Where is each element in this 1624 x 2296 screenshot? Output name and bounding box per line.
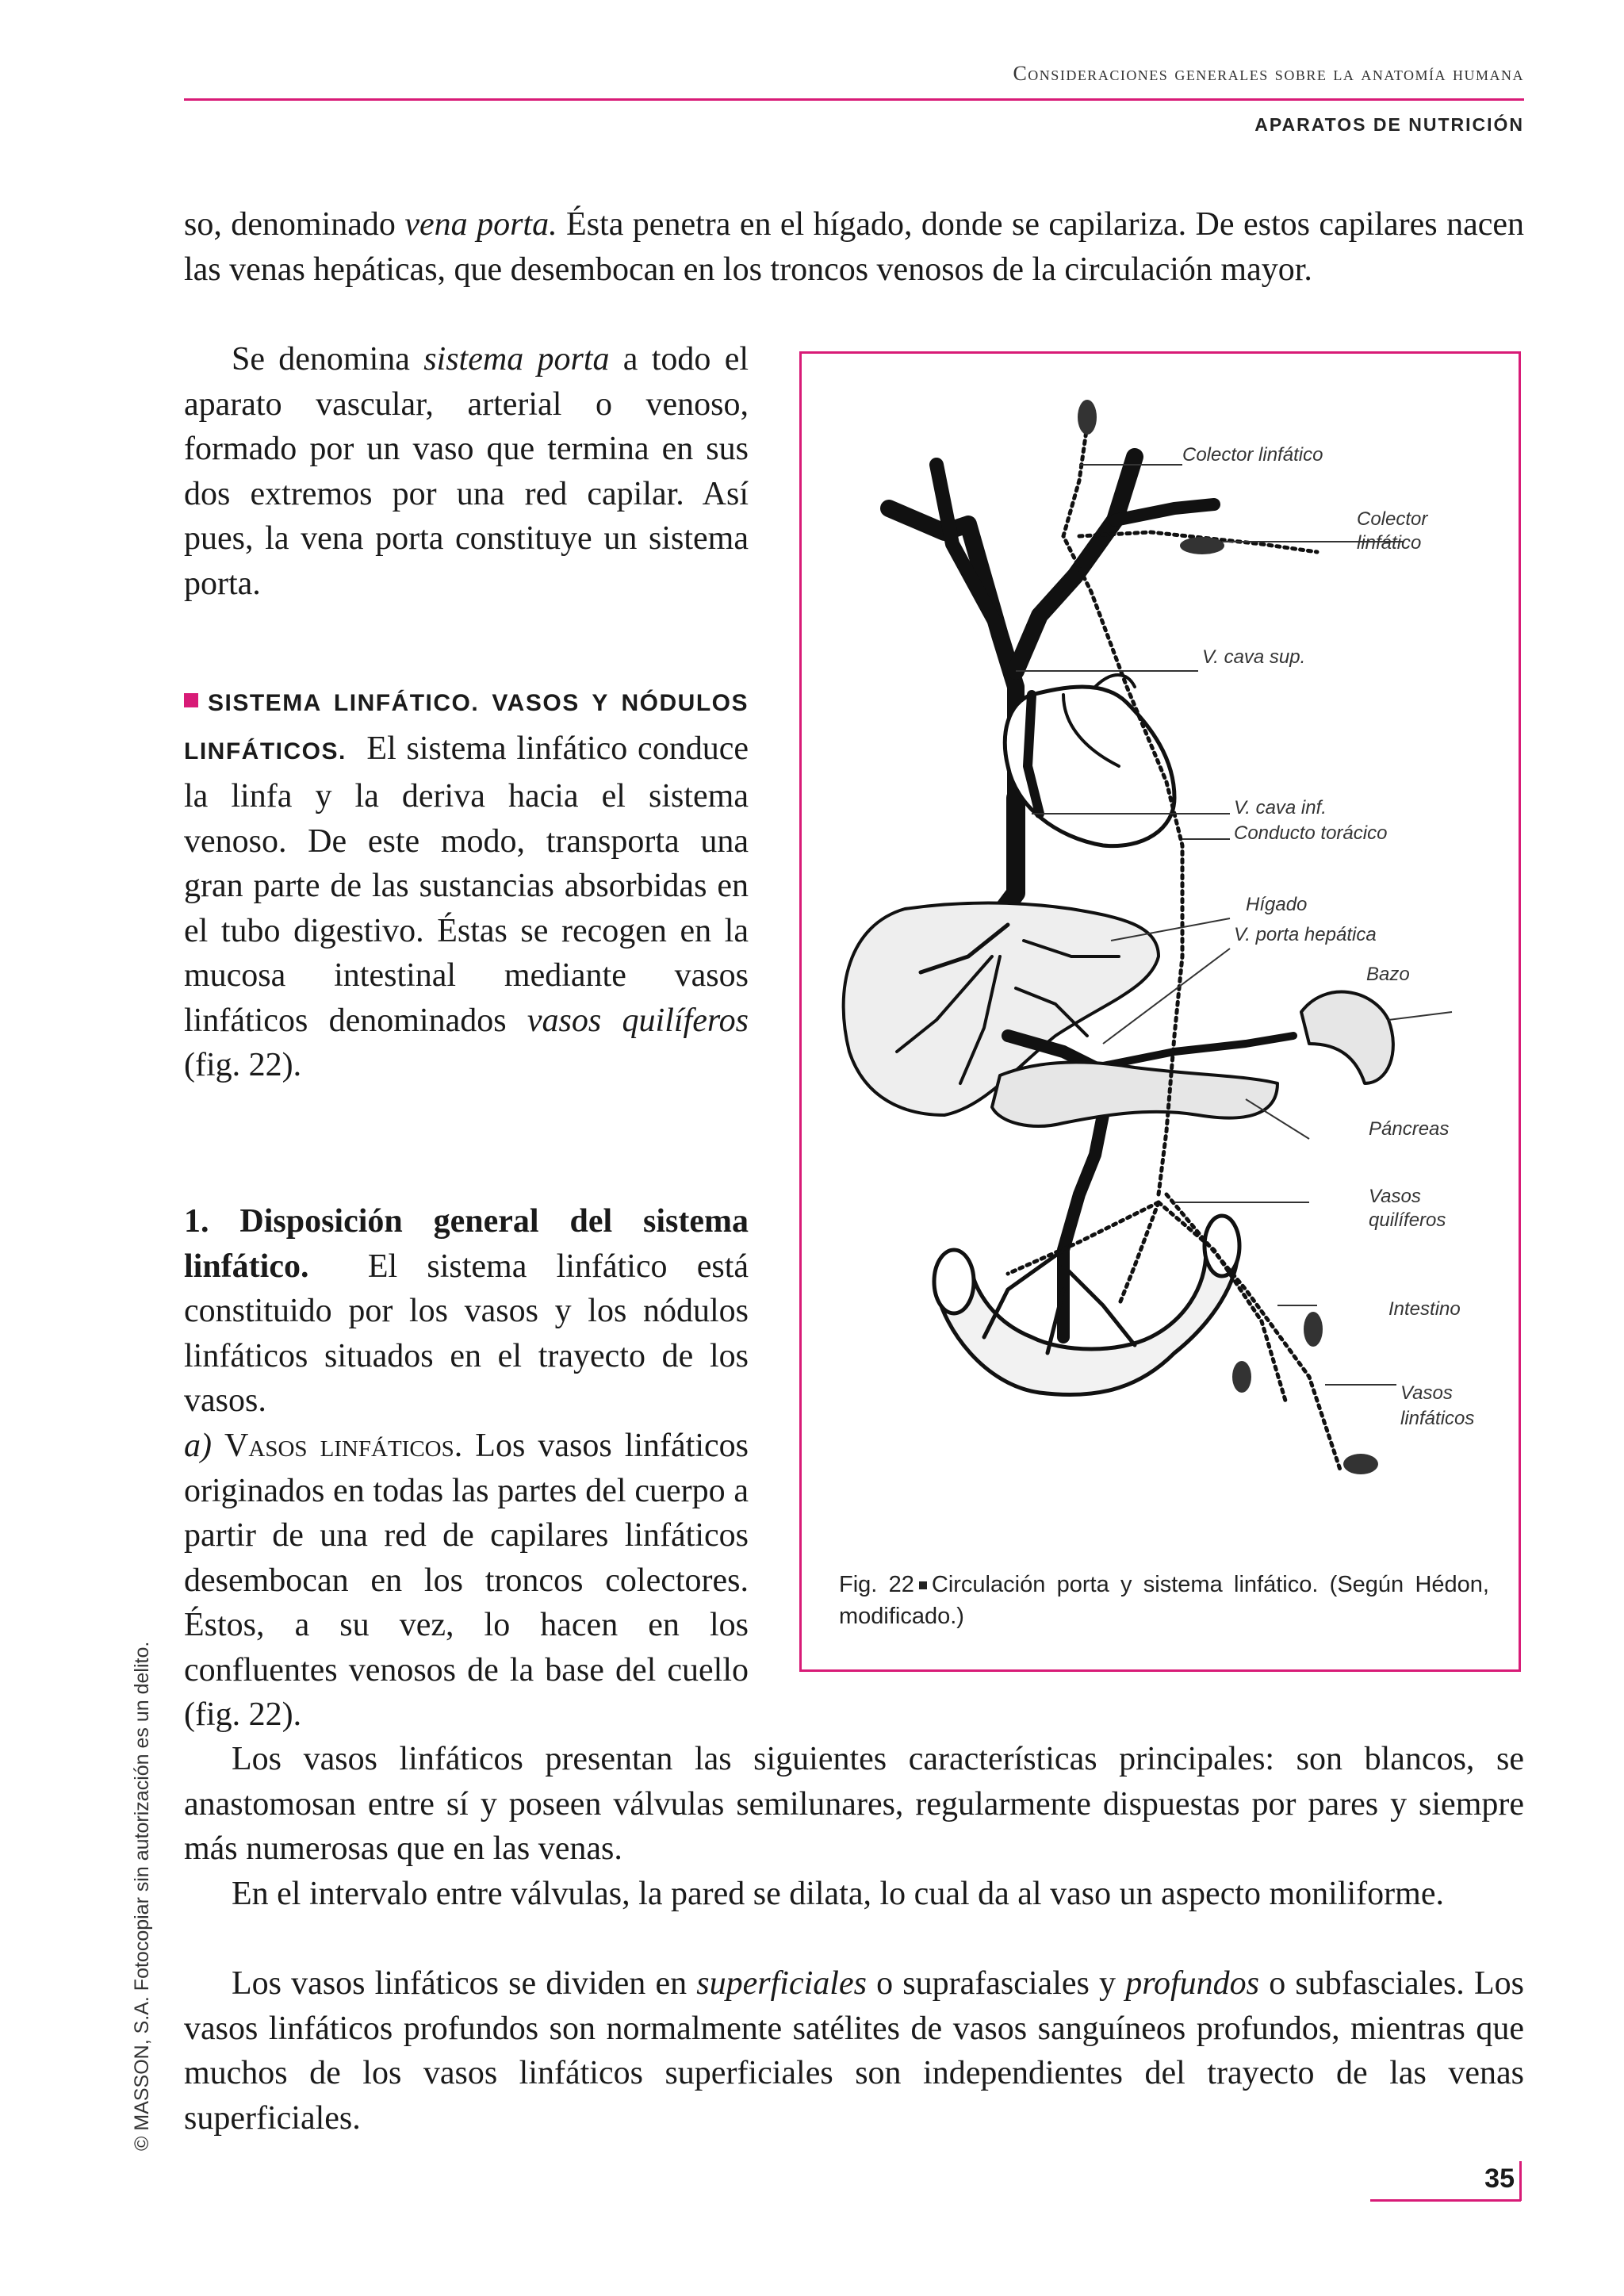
running-header-section: APARATOS DE NUTRICIÓN [1254, 114, 1524, 135]
text-run: El sistema linfático está constituido por los vasos y los nódulos linfáticos situados en el trayecto de los vasos. [184, 1248, 749, 1419]
label-colector-linfatico-2a: Colector [1357, 508, 1428, 530]
text-run: Ésta penetra en el hígado, donde se capilariza. De estos capilares nacen las venas hepáticas, que desembocan en los troncos venosos de la circulación mayor. [184, 206, 1525, 288]
label-vena-porta: V. porta hepática [1234, 924, 1377, 945]
spleen-outline [1301, 992, 1393, 1083]
label-vena-cava-sup: V. cava sup. [1202, 646, 1306, 668]
text-run: Los vasos linfáticos se dividen en [232, 1965, 697, 2002]
label-vasos-quiliferos-b: quilíferos [1369, 1209, 1446, 1231]
text-run: Los vasos linfáticos presentan las siguientes características principales: son blancos, se anastomosan entre sí y poseen válvulas semilunares, regularmente dispuestas por pares y siempre más numerosas que en las venas. [184, 1741, 1524, 1867]
page-number: 35 [1484, 2164, 1515, 2194]
text-run: a todo el aparato vascular, arterial o venoso, formado por un vaso que termina en sus dos extremos por una red capilar. Así pues, la vena porta constituye un sistema porta. [184, 341, 749, 602]
subheading-smallcaps: Vasos linfáticos [224, 1428, 454, 1464]
running-header-chapter: Consideraciones generales sobre la anatomía humana [1013, 62, 1524, 85]
label-pancreas: Páncreas [1369, 1118, 1450, 1140]
lymph-node [1232, 1361, 1251, 1393]
text-run: . Los vasos linfáticos originados en todas las partes del cuerpo a partir de una red de capilares linfáticos desembocan en los troncos colectores. Éstos, a su vez, lo hacen en los confluentes venosos de la base del cuello (fig. 22). [184, 1428, 749, 1733]
term-vena-porta: vena porta. [404, 206, 557, 243]
term-superficiales: superficiales [696, 1965, 867, 2002]
section-marker-square [184, 693, 198, 707]
header-rule [184, 98, 1524, 101]
text-run: o suprafasciales y [866, 1965, 1126, 2002]
text-run: o subfasciales. Los vasos linfáticos profundos son normalmente satélites de vasos sanguíneos profundos, mientras que muchos de los vasos linfáticos superficiales son independientes del trayecto de las venas superficiales. [184, 1965, 1524, 2137]
splenic-vein [1095, 1036, 1293, 1068]
caption-text: Circulación porta y sistema linfático. (Según Hédon, modificado.) [839, 1572, 1489, 1629]
label-vasos-linfaticos-a: Vasos [1400, 1382, 1453, 1404]
text-run: so, denominado [184, 206, 405, 243]
page-number-bar [1519, 2161, 1522, 2201]
text-run: En el intervalo entre válvulas, la pared se dilata, lo cual da al vaso un aspecto moniliforme. [232, 1876, 1444, 1912]
paragraph-disposicion [184, 1199, 749, 1424]
text-run: Se denomina [232, 341, 424, 378]
label-higado: Hígado [1246, 894, 1308, 915]
label-colector-linfatico-2b: linfático [1357, 532, 1422, 554]
lymph-node [1078, 400, 1097, 435]
lymph-node [1343, 1454, 1378, 1474]
paragraph-caracteristicas [184, 1737, 1524, 1872]
paragraph-division [184, 1961, 1524, 2141]
subsection-heading: 1. Disposición general del sistema linfático. [184, 1203, 749, 1285]
label-conducto-toracico: Conducto torácico [1234, 822, 1388, 844]
page-number-rule [1370, 2199, 1521, 2202]
paragraph-1 [184, 202, 1524, 292]
paragraph-intervalo [184, 1872, 1524, 1917]
pancreas-outline [992, 1062, 1277, 1125]
copyright-side-note: © MASSON, S.A. Fotocopiar sin autorización es un delito. [131, 1641, 153, 2151]
label-vasos-quiliferos-a: Vasos [1369, 1186, 1421, 1207]
section-heading: SISTEMA LINFÁTICO. VASOS Y NÓDULOS LINFÁTICOS. [184, 690, 749, 765]
term-vasos-quiliferos: vasos quilíferos [527, 1002, 749, 1039]
caption-square [919, 1581, 927, 1589]
lymph-node [1180, 537, 1224, 554]
term-sistema-porta: sistema porta [423, 341, 610, 378]
lymph-node [1304, 1312, 1323, 1347]
paragraph-2 [184, 337, 749, 606]
label-intestino: Intestino [1388, 1298, 1461, 1320]
list-marker: a) [184, 1428, 212, 1464]
text-run: (fig. 22). [184, 1047, 302, 1083]
label-colector-linfatico-1: Colector linfático [1182, 444, 1323, 466]
paragraph-lymphatic-system [184, 678, 749, 1088]
label-vasos-linfaticos-b: linfáticos [1400, 1408, 1475, 1429]
figure-22-illustration [802, 354, 1519, 1543]
label-bazo: Bazo [1366, 964, 1410, 985]
intestine-outline [936, 1250, 1238, 1395]
label-vena-cava-inf: V. cava inf. [1234, 797, 1327, 818]
caption-number: Fig. 22 [839, 1572, 914, 1597]
paragraph-vasos-linfaticos [184, 1424, 749, 1738]
text-run: El sistema linfático conduce la linfa y la deriva hacia el sistema venoso. De este modo, transporta una gran parte de las sustancias absorbidas en el tubo digestivo. Éstas se recogen en la mucosa intestinal mediante vasos linfáticos denominados [184, 730, 749, 1039]
term-profundos: profundos [1125, 1965, 1260, 2002]
figure-caption [839, 1569, 1489, 1632]
